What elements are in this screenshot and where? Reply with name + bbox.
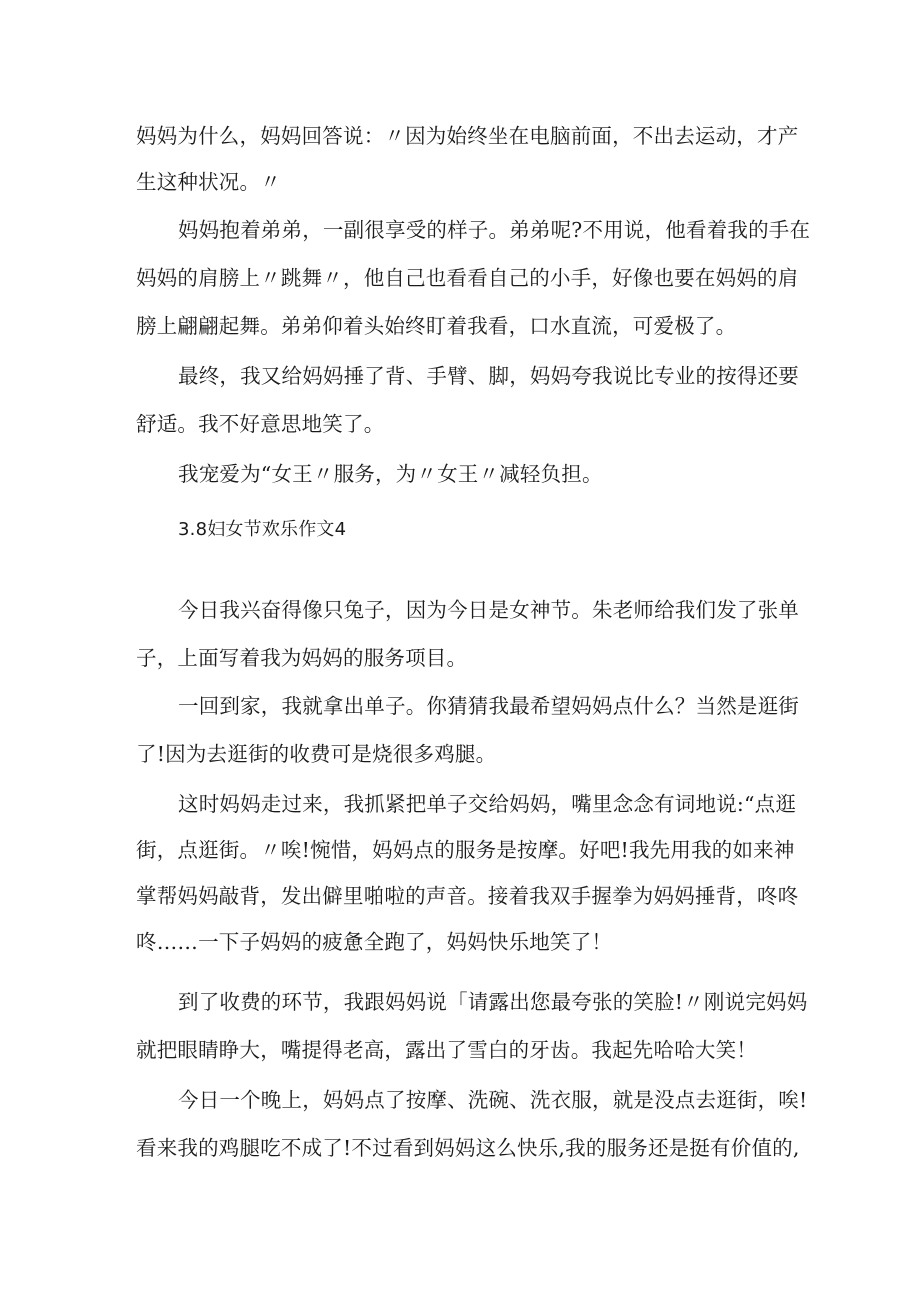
text-line: 舒适。我不好意思地笑了。 — [136, 412, 385, 436]
text-line: 一回到家，我就拿出单子。你猜猜我最希望妈妈点什么？当然是逛街 — [178, 694, 799, 718]
text-line: 到了收费的环节，我跟妈妈说「请露出您最夸张的笑脸!〃刚说完妈妈 — [178, 990, 808, 1014]
text-line: 街，点逛街。〃唉!惋惜，妈妈点的服务是按摩。好吧!我先用我的如来神 — [136, 838, 795, 862]
text-line: 妈妈的肩膀上〃跳舞〃，他自己也看看自己的小手，好像也要在妈妈的肩 — [136, 266, 799, 290]
text-line: 生这种状况。〃 — [136, 170, 281, 194]
text-line: 就把眼睛睁大，嘴提得老高，露出了雪白的牙齿。我起先哈哈大笑！ — [136, 1038, 757, 1062]
text-line: 了!因为去逛街的收费可是烧很多鸡腿。 — [136, 742, 497, 766]
text-line: 最终，我又给妈妈捶了背、手臂、脚，妈妈夸我说比专业的按得还要 — [178, 364, 799, 388]
text-line: 咚……一下子妈妈的疲惫全跑了，妈妈快乐地笑了！ — [136, 930, 613, 954]
text-line: 今日一个晚上，妈妈点了按摩、洗碗、洗衣服，就是没点去逛街，唉! — [178, 1088, 808, 1112]
text-line: 妈妈抱着弟弟，一副很享受的样子。弟弟呢?不用说，他看着我的手在 — [178, 218, 811, 242]
text-line: 今日我兴奋得像只兔子，因为今日是女神节。朱老师给我们发了张单 — [178, 598, 799, 622]
text-line: 妈妈为什么，妈妈回答说：〃因为始终坐在电脑前面，不出去运动，才产 — [136, 124, 799, 148]
text-line: 这时妈妈走过来，我抓紧把单子交给妈妈，嘴里念念有词地说:“点逛 — [178, 792, 797, 816]
text-line: 我宠爱为“女王〃服务，为〃女王〃减轻负担。 — [178, 462, 603, 486]
section-heading: 3.8妇女节欢乐作文4 — [178, 519, 347, 540]
text-line: 膀上翩翩起舞。弟弟仰着头始终盯着我看，口水直流，可爱极了。 — [136, 314, 737, 338]
text-line: 看来我的鸡腿吃不成了!不过看到妈妈这么快乐,我的服务还是挺有价值的, — [136, 1136, 800, 1160]
text-line: 掌帮妈妈敲背，发出僻里啪啦的声音。接着我双手握拳为妈妈捶背，咚咚 — [136, 884, 799, 908]
text-line: 子，上面写着我为妈妈的服务项目。 — [136, 646, 468, 670]
